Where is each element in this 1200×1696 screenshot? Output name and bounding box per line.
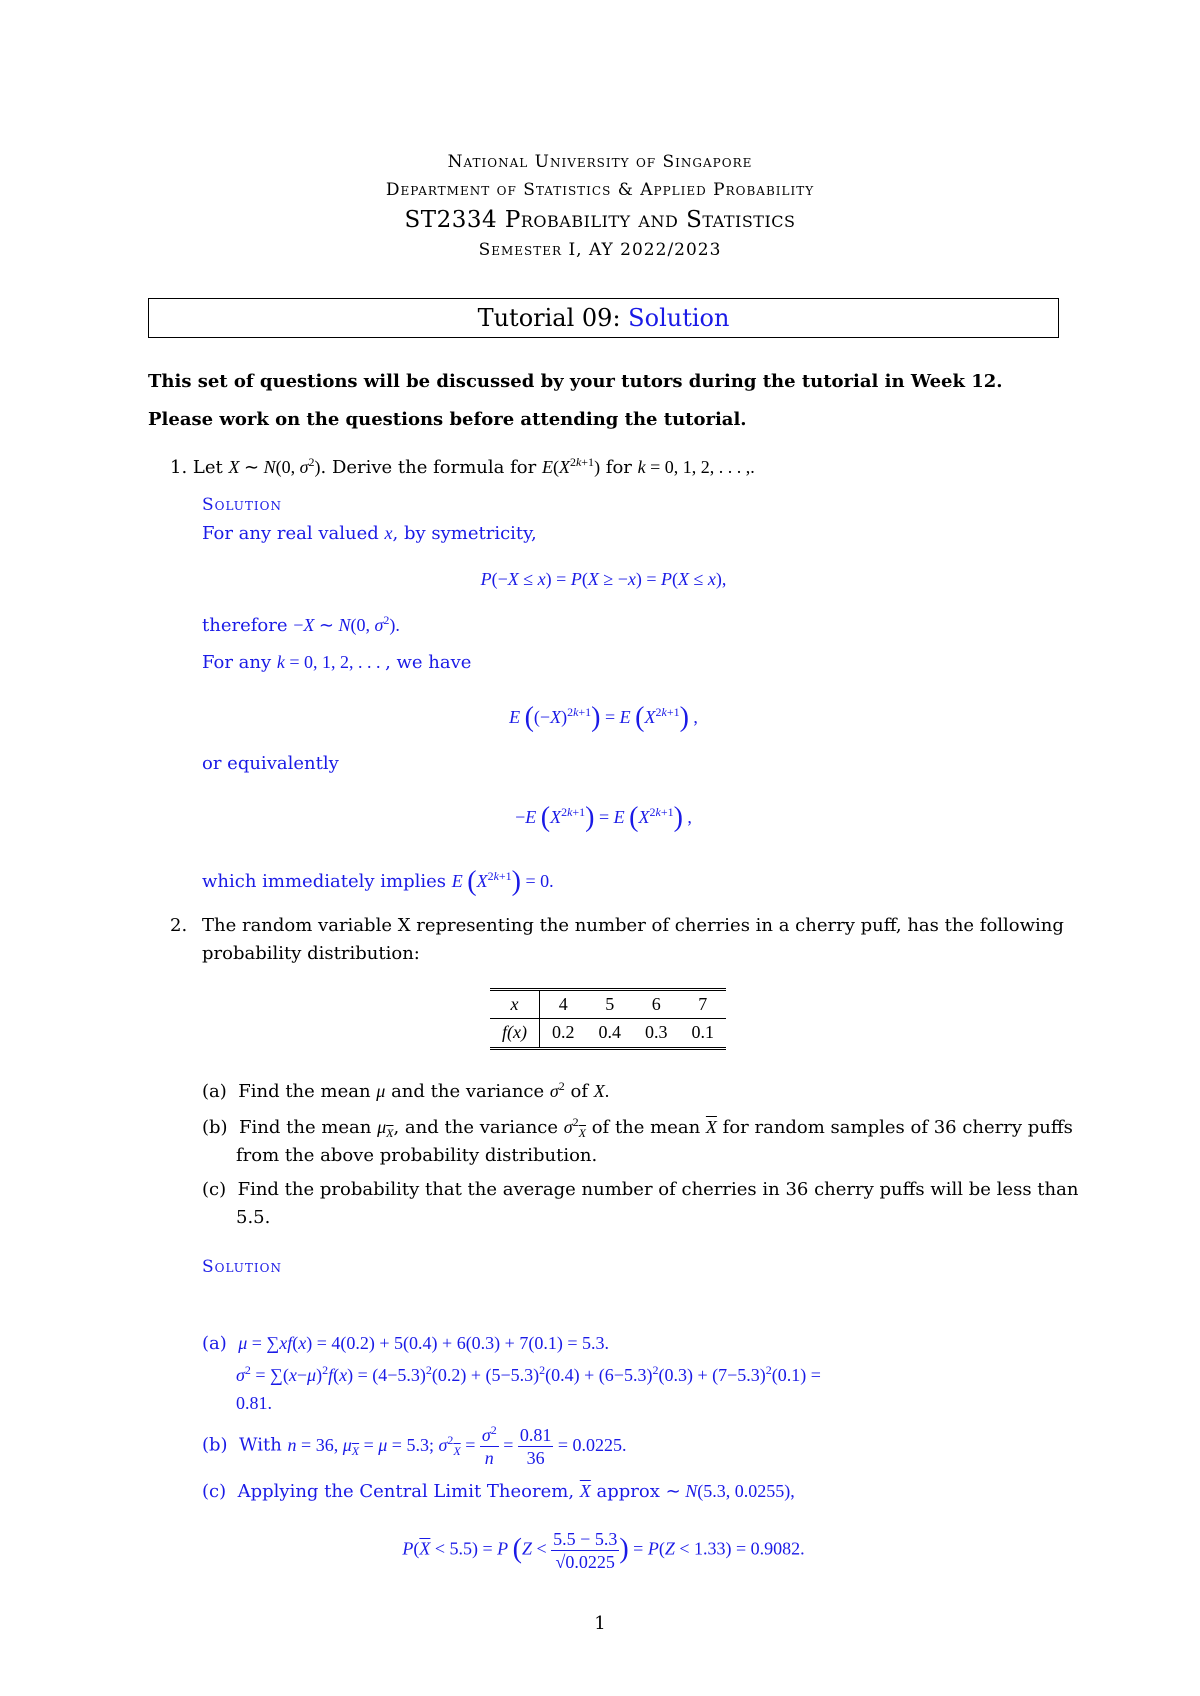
tutorial-title-solution: Solution (628, 304, 730, 332)
q1-eq-symmetry: P(−X ≤ x) = P(X ≥ −x) = P(X ≤ x), (480, 569, 727, 589)
q1-eq-odd-moment: E $((-X)^{2k+1}) = E$ $(X^{2k+1})$ , (509, 702, 698, 733)
q2-text-line-2: probability distribution: (202, 943, 420, 964)
table-cell: 7 (679, 990, 726, 1019)
q1-number: 1. (170, 457, 188, 478)
table-cell: 6 (633, 990, 680, 1019)
q2-sol-c: (c) Applying the Central Limit Theorem, $\overline{X}$ approx ∼ N(5.3, 0.0255), (202, 1481, 795, 1502)
q1-eq-equivalent: −E $(X^{2k+1}) = E$ $(X^{2k+1})$ , (515, 802, 692, 833)
q1-sol-line-1: For any real valued x, by symetricity, (202, 523, 537, 544)
semester-line: Semester I, AY 2022/2023 (478, 240, 722, 260)
tutorial-title: Tutorial 09: (477, 304, 621, 332)
table-cell: 0.2 (539, 1019, 586, 1048)
q2-part-a: (a) Find the mean μ and the variance $\sigma^2$ of X. (202, 1079, 610, 1102)
document-header (0, 148, 1200, 264)
q2-part-c-line2: 5.5. (236, 1207, 271, 1228)
probability-distribution-table (490, 988, 726, 1050)
table-cell: 5 (586, 990, 633, 1019)
table-header-x: x (490, 990, 539, 1019)
q1-sol-line-4: or equivalently (202, 753, 339, 774)
q2-sol-a-line2: $\sigma^2 = \sum(x-\mu)^2f(x) = (4-5.3)^2(0.2) + (5-5.3)^2(0.4) + (6-5.3)^2(0.3) + (7-5.3)^2(0.1)$ = (236, 1363, 821, 1385)
q1-sol-line-2: therefore −X ∼ N(0, $\sigma^2$). (202, 613, 400, 636)
q2-text-line-1: The random variable X representing the number of cherries in a cherry puff, has the following (202, 915, 1064, 936)
page-number: 1 (594, 1613, 606, 1634)
university-name: National University of Singapore (447, 152, 753, 172)
table-cell: 0.4 (586, 1019, 633, 1048)
q2-sol-b: (b) With n = 36, $\mu_{\overline{X}} = \mu = 5.3$; $\sigma^2_{\overline{X}}$ = $\frac{\sigma^2}{n}$ = $\frac{0.81}{36}$ = 0.0225. (202, 1423, 627, 1468)
table-row (490, 1019, 726, 1048)
department-name: Department of Statistics & Applied Probability (385, 180, 815, 200)
q2-eq-clt: $P(\overline{X} < 5.5) = P$ (Z < $\frac{5.5 - 5.3}{√0.0225}$ ) = P(Z < 1.33) = 0.9082. (402, 1529, 805, 1572)
q1-text: 1. Let X ∼ N(0, $\sigma^2$). Derive the formula for $E(X^{2k+1})$ for k = 0, 1, 2, . . . ,. (170, 455, 755, 478)
q2-part-b-line1: (b) Find the mean $\mu_{\overline{X}}$, and the variance $\sigma^2_{\overline{X}}$ of the mean $\overline{X}$ for random samples of 36 cherry puffs (202, 1115, 1073, 1140)
q1-sol-line-3: For any k = 0, 1, 2, . . . , we have (202, 652, 472, 673)
q2-sol-a-line3: 0.81. (236, 1393, 272, 1413)
q1-solution-heading: Solution (202, 495, 282, 515)
q2-solution-heading: Solution (202, 1257, 282, 1277)
q2-sol-a-line1: (a) μ = ∑xf(x) = 4(0.2) + 5(0.4) + 6(0.3) + 7(0.1) = 5.3. (202, 1333, 609, 1354)
intro-line-2: Please work on the questions before attending the tutorial. (148, 409, 747, 430)
table-cell: 0.3 (633, 1019, 680, 1048)
course-title: ST2334 Probability and Statistics (404, 207, 796, 233)
intro-line-1: This set of questions will be discussed by your tutors during the tutorial in Week 12. (148, 371, 1003, 392)
q2-number: 2. (170, 915, 188, 936)
tutorial-title-box (148, 298, 1059, 338)
table-row (490, 990, 726, 1019)
table-cell: 0.1 (679, 1019, 726, 1048)
table-cell: 4 (539, 990, 586, 1019)
table-header-fx: f(x) (490, 1019, 539, 1048)
q1-sol-line-5: which immediately implies E $(X^{2k+1}) = 0$. (202, 866, 554, 897)
q2-part-b-line2: from the above probability distribution. (236, 1145, 598, 1166)
q2-part-c-line1: (c) Find the probability that the average number of cherries in 36 cherry puffs will be less than (202, 1179, 1079, 1200)
